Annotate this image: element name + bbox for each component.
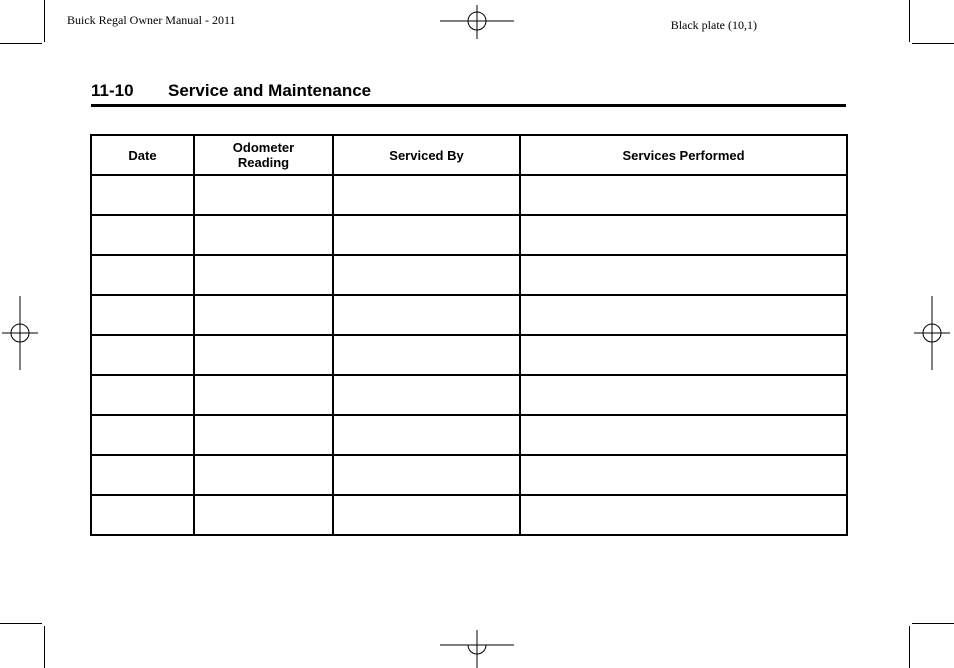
odometer-cell [194,255,333,295]
column-header-services-performed: Services Performed [520,135,847,175]
table-row [91,175,847,215]
table-row [91,455,847,495]
crop-mark-tl-v [44,0,45,42]
odometer-cell [194,215,333,255]
odometer-cell [194,455,333,495]
services-performed-cell [520,295,847,335]
date-cell [91,415,194,455]
table-row [91,255,847,295]
table-row [91,295,847,335]
serviced-by-cell [333,295,520,335]
serviced-by-cell [333,375,520,415]
table-header-row [91,135,847,175]
crop-mark-bl-h [0,623,42,624]
date-cell [91,495,194,535]
serviced-by-cell [333,495,520,535]
date-cell [91,375,194,415]
odometer-cell [194,415,333,455]
date-cell [91,335,194,375]
services-performed-cell [520,215,847,255]
crop-mark-bl-v [44,626,45,668]
crop-mark-tl-h [0,43,42,44]
crop-mark-br-v [909,626,910,668]
section-title: Service and Maintenance [168,81,372,100]
registration-mark-right [914,296,950,370]
odometer-header-line-2: Reading [237,155,290,170]
table-row [91,415,847,455]
manual-title: Buick Regal Owner Manual - 2011 [67,13,236,27]
serviced-by-cell [333,255,520,295]
date-cell [91,215,194,255]
services-performed-cell [520,255,847,295]
table-row [91,335,847,375]
serviced-by-cell [333,415,520,455]
registration-mark-top [440,5,514,39]
date-cell [91,455,194,495]
crop-mark-tr-v [909,0,910,42]
serviced-by-cell [333,175,520,215]
column-header-odometer-reading [194,135,333,175]
table-row [91,495,847,535]
serviced-by-cell [333,455,520,495]
serviced-by-cell [333,215,520,255]
date-cell [91,255,194,295]
date-cell [91,175,194,215]
table-row [91,375,847,415]
odometer-cell [194,175,333,215]
column-header-date: Date [91,135,194,175]
services-performed-cell [520,415,847,455]
services-performed-cell [520,335,847,375]
odometer-cell [194,495,333,535]
odometer-header-line-1: Odometer [232,140,295,155]
registration-mark-bottom [440,630,514,668]
page-number: 11-10 [91,81,134,100]
column-header-serviced-by: Serviced By [333,135,520,175]
plate-label: Black plate (10,1) [670,18,757,32]
section-heading [91,80,846,107]
maintenance-record-table [90,134,848,536]
serviced-by-cell [333,335,520,375]
services-performed-cell [520,175,847,215]
registration-mark-left [2,296,38,370]
date-cell [91,295,194,335]
odometer-cell [194,335,333,375]
table-row [91,215,847,255]
odometer-cell [194,375,333,415]
odometer-cell [194,295,333,335]
services-performed-cell [520,375,847,415]
services-performed-cell [520,455,847,495]
crop-mark-tr-h [912,43,954,44]
crop-mark-br-h [912,623,954,624]
services-performed-cell [520,495,847,535]
